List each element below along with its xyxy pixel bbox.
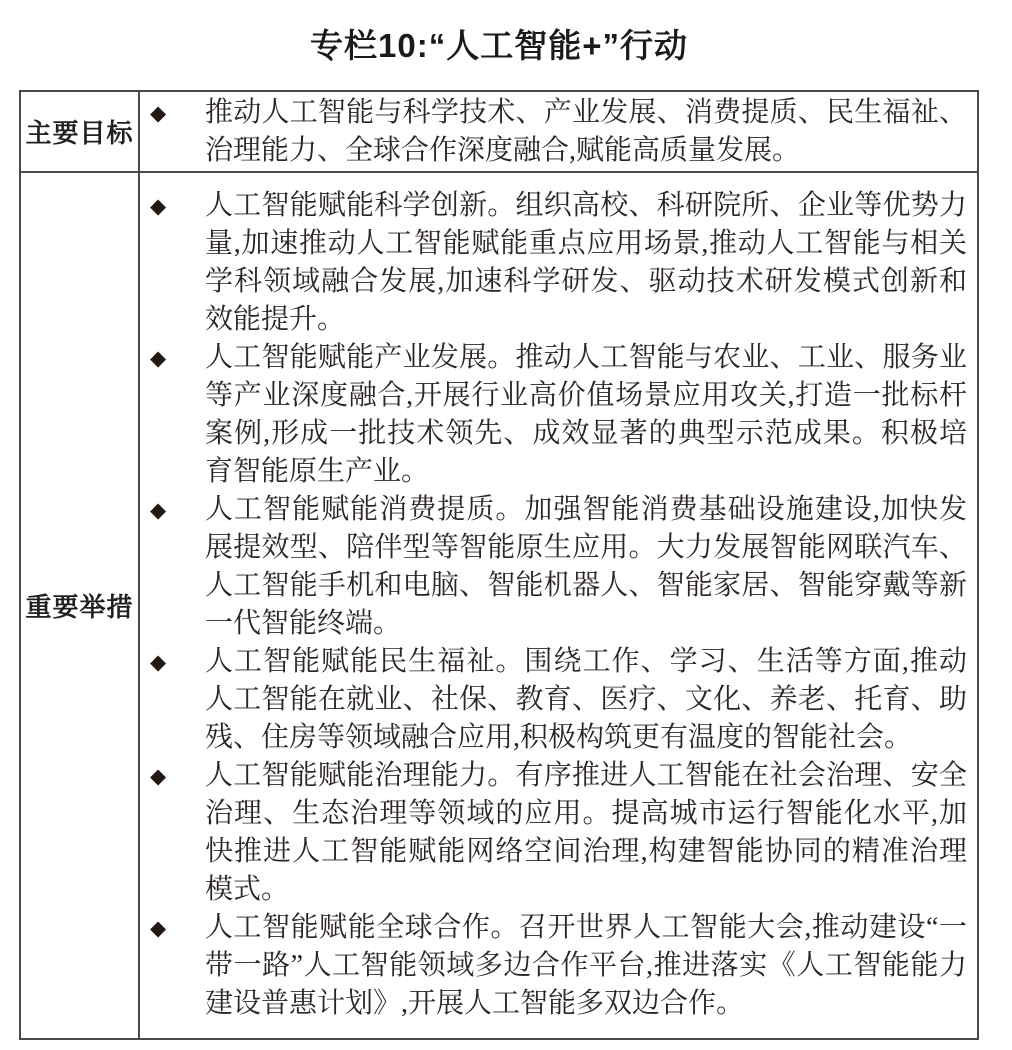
list-item [147,491,967,643]
page-title: 专栏10:“人工智能+”行动 [310,27,688,64]
diamond-bullet-icon: ◆ [150,194,167,218]
item-text: 人工智能赋能产业发展。推动人工智能与农业、工业、服务业等产业深度融合,开展行业高价值场景应用攻关,打造一批标杆案例,形成一批技术领先、成效显著的典型示范成果。积极培育智能原生产业。 [205,342,967,487]
diamond-bullet-icon: ◆ [150,101,167,125]
list-item [147,909,967,1023]
list-item [147,339,967,491]
item-text: 人工智能赋能治理能力。有序推进人工智能在社会治理、安全治理、生态治理等领域的应用。提高城市运行智能化水平,加快推进人工智能赋能网络空间治理,构建智能协同的精准治理模式。 [205,760,967,905]
diamond-bullet-icon: ◆ [150,346,167,370]
list-item [147,757,967,909]
item-text: 人工智能赋能全球合作。召开世界人工智能大会,推动建设“一带一路”人工智能领域多边合作平台,推进落实《人工智能能力建设普惠计划》,开展人工智能多双边合作。 [205,912,967,1019]
item-text: 人工智能赋能民生福祉。围绕工作、学习、生活等方面,推动人工智能在就业、社保、教育、医疗、文化、养老、托育、助残、住房等领域融合应用,积极构筑更有温度的智能社会。 [205,646,967,753]
diamond-bullet-icon: ◆ [150,764,167,788]
row-content [140,92,977,171]
table-row [21,171,977,1038]
list-item [147,643,967,757]
item-text: 人工智能赋能消费提质。加强智能消费基础设施建设,加快发展提效型、陪伴型等智能原生应用。大力发展智能网联汽车、人工智能手机和电脑、智能机器人、智能家居、智能穿戴等新一代智能终端。 [205,494,967,639]
row-content [140,173,977,1038]
table [19,90,979,1040]
row-label: 重要举措 [21,173,140,1038]
item-text: 推动人工智能与科学技术、产业发展、消费提质、民生福祉、治理能力、全球合作深度融合,赋能高质量发展。 [205,97,967,166]
table-row [21,92,977,171]
diamond-bullet-icon: ◆ [150,498,167,522]
diamond-bullet-icon: ◆ [150,650,167,674]
list-item [147,187,967,339]
item-text: 人工智能赋能科学创新。组织高校、科研院所、企业等优势力量,加速推动人工智能赋能重点应用场景,推动人工智能与相关学科领域融合发展,加速科学研发、驱动技术研发模式创新和效能提升。 [205,190,967,335]
diamond-bullet-icon: ◆ [150,916,167,940]
row-label: 主要目标 [21,92,140,171]
list-item [147,94,967,170]
